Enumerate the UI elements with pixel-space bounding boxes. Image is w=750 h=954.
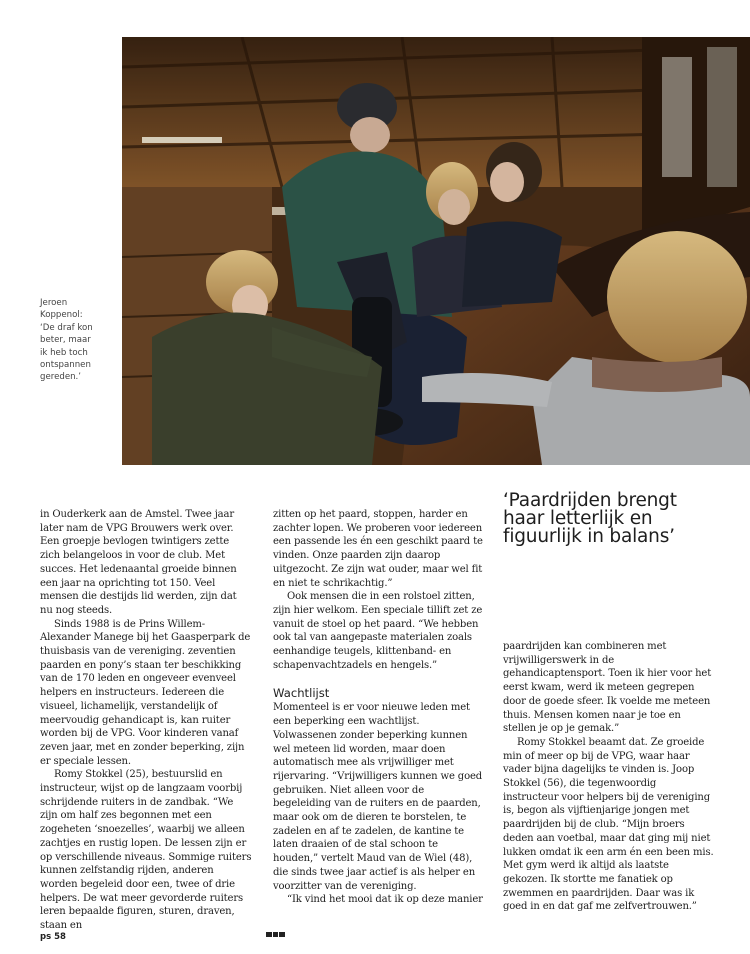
- caption-line: Koppenol:: [40, 310, 83, 321]
- article-column-2: [273, 508, 483, 907]
- caption-line: Jeroen: [40, 298, 68, 308]
- photo-caption: [40, 297, 114, 384]
- body-paragraph: Ook mensen die in een rolstoel zitten, zijn hier welkom. Een speciale tillift zet ze vanuit de stoel op het paard. “We hebben ook tal van aangepaste materialen zoals eenhandige teugels, klittenband- en schapenvachtzadels en hengels.”: [273, 591, 483, 671]
- page-number: ps 58: [40, 932, 66, 942]
- caption-line: ik heb toch: [40, 347, 88, 358]
- article-column-1: [40, 508, 252, 933]
- caption-line: beter, maar: [40, 335, 91, 346]
- body-paragraph: in Ouderkerk aan de Amstel. Twee jaar later nam de VPG Brouwers werk over. Een groepje bevlogen twintigers zette zich belangeloos in voor de club. Met succes. Het ledenaantal groeide binnen een jaar na oprichting tot 150. Veel mensen die destijds lid werden, zijn dat nu nog steeds.: [40, 509, 237, 616]
- body-paragraph: Romy Stokkel (25), bestuurslid en instructeur, wijst op de langzaam voorbij schrijdende ruiters in de zandbak. “We zijn om half zes begonnen met een zogeheten ‘snoezelles’, waarbij we alleen zachtjes en rustig lopen. De lessen zijn er op verschillende niveaus. Sommige ruiters kunnen zelfstandig rijden, anderen worden begeleid door een, twee of drie helpers. De wat meer gevorderde ruiters leren bepaalde figuren, sturen, draven, staan en: [40, 769, 252, 932]
- caption-line: ‘De draf kon: [40, 322, 93, 333]
- body-paragraph: Momenteel is er voor nieuwe leden met een beperking een wachtlijst. Volwassenen zonder beperking kunnen wel meteen lid worden, maar doen automatisch mee als vrijwilliger met rijervaring. “Vrijwilligers kunnen we goed gebruiken. Niet alleen voor de begeleiding van de ruiters en de paarden, maar ook om de dieren te borstelen, te zadelen en af te zadelen, de kantine te laten draaien of de stal schoon te houden,” vertelt Maud van de Wiel (48), die sinds twee jaar actief is als helper en voorzitter van de vereniging.: [273, 702, 483, 892]
- body-paragraph: paardrijden kan combineren met vrijwilligerswerk in de gehandicaptensport. Toen ik hier voor het eerst kwam, werd ik meteen gegrepen door de goede sfeer. Ik voelde me meteen thuis. Mensen komen naar je toe en stellen je op je gemak.”: [503, 641, 712, 735]
- end-mark-icon: [266, 932, 285, 937]
- caption-line: ontspannen: [40, 360, 91, 371]
- body-paragraph: zitten op het paard, stoppen, harder en zachter lopen. We proberen voor iedereen een passende les én een geschikt paard te vinden. Onze paarden zijn daarop uitgezocht. Ze zijn wat ouder, maar wel fit en niet te schrikachtig.”: [273, 509, 483, 589]
- body-paragraph: “Ik vind het mooi dat ik op deze manier: [287, 894, 483, 906]
- article-column-3: [503, 640, 714, 914]
- body-paragraph: Sinds 1988 is de Prins Willem-Alexander Manege bij het Gaasperpark de thuisbasis van de vereniging. zeventien paarden en pony’s staan ter beschikking van de 170 leden en ongeveer evenveel helpers en instructeurs. Iedereen die visueel, lichamelijk, verstandelijk of meervoudig gehandicapt is, kan ruiter worden bij de VPG. Voor kinderen vanaf zeven jaar, met en zonder beperking, zijn er speciale lessen.: [40, 618, 251, 767]
- article-photo: [122, 37, 750, 465]
- body-paragraph: Romy Stokkel beaamt dat. Ze groeide min of meer op bij de VPG, waar haar vader bijna dagelijks te vinden is. Joop Stokkel (56), die tegenwoordig instructeur voor helpers bij de vereniging is, begon als vijftienjarige jongen met paardrijden bij de club. “Mijn broers deden aan voetbal, maar dat ging mij niet lukken omdat ik een arm én een been mis. Met gym werd ik altijd als laatste gekozen. Ik stortte me fanatiek op zwemmen en paardrijden. Daar was ik goed in en dat gaf me zelfvertrouwen.”: [503, 736, 714, 913]
- section-subheading: Wachtlijst: [273, 686, 330, 701]
- pull-quote: ‘Paardrijden brengt haar letterlijk en figuurlijk in balans’: [503, 490, 677, 547]
- caption-line: gereden.’: [40, 372, 82, 383]
